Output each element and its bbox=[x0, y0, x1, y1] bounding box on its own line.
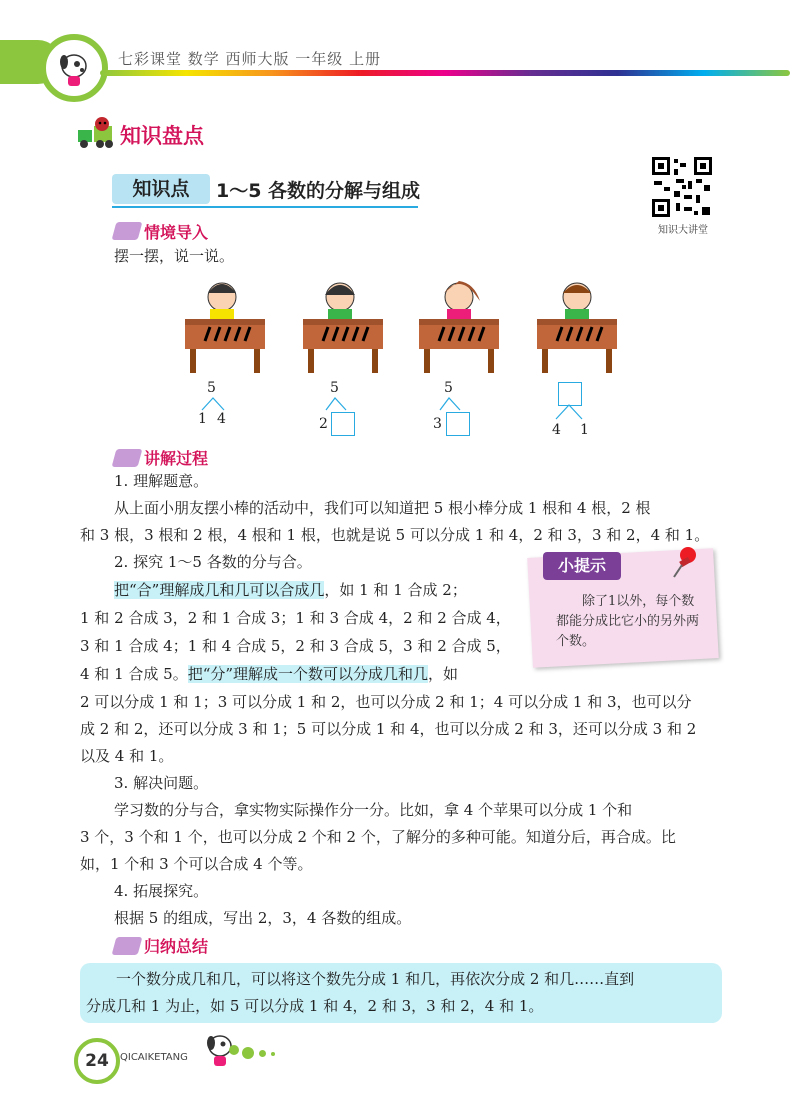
fig4-answer-box[interactable] bbox=[558, 382, 582, 406]
summary-title: 归纳总结 bbox=[144, 937, 209, 956]
step1-line2: 和 3 根，3 根和 2 根，4 根和 1 根，也就是说 5 可以分成 1 和 4，2 和 3，3 和 2，4 和 1。 bbox=[80, 526, 710, 544]
tip-label: 小提示 bbox=[543, 552, 621, 580]
step1-line1: 从上面小朋友摆小棒的活动中，我们可以知道把 5 根小棒分成 1 根和 4 根，2 根 bbox=[114, 499, 651, 517]
step2-line4-end: ，如 bbox=[428, 665, 459, 683]
step3-line2: 3 个，3 个和 1 个，也可以分成 2 个和 2 个，了解分的多种可能。知道分后，再合成。比 bbox=[80, 828, 676, 846]
train-icon bbox=[76, 116, 116, 154]
fig2-answer-box[interactable] bbox=[331, 412, 355, 436]
summary-line2: 分成几和 1 为止，如 5 可以分成 1 和 4，2 和 3，3 和 2，4 和 1。 bbox=[86, 997, 544, 1015]
dog-mascot-icon bbox=[200, 1030, 240, 1078]
qr-caption: 知识大讲堂 bbox=[658, 225, 708, 236]
highlight-split: 把“分”理解成一个数可以分成几和几 bbox=[187, 665, 429, 683]
highlight-combine: 把“合”理解成几和几可以合成几 bbox=[114, 581, 325, 599]
fig4-branch bbox=[552, 404, 586, 420]
fig1-branch bbox=[198, 397, 228, 411]
fig3-answer-box[interactable] bbox=[446, 412, 470, 436]
step4-line1: 根据 5 的组成，写出 2，3，4 各数的组成。 bbox=[114, 909, 412, 927]
fig1-left: 1 bbox=[198, 411, 207, 427]
fig2-left: 2 bbox=[319, 416, 328, 432]
header-rainbow-bar bbox=[100, 70, 790, 76]
step2-line1 bbox=[114, 577, 467, 604]
fig2-top: 5 bbox=[330, 380, 339, 396]
explain-title: 讲解过程 bbox=[144, 449, 209, 468]
step2-line1-rest: ，如 1 和 1 合成 2； bbox=[324, 581, 467, 599]
step3-line1: 学习数的分与合，拿实物实际操作分一分。比如，拿 4 个苹果可以分成 1 个和 bbox=[114, 801, 633, 819]
footer-dot bbox=[242, 1047, 254, 1059]
knowledge-point-title: 1～5 各数的分解与组成 bbox=[216, 180, 421, 202]
fig1-top: 5 bbox=[207, 380, 216, 396]
step2-line6: 成 2 和 2，还可以分成 3 和 1；5 可以分成 1 和 4，也可以分成 2 和 3，还可以分成 3 和 2 bbox=[80, 720, 697, 738]
child-desk-4 bbox=[532, 275, 622, 379]
page-number: 24 bbox=[74, 1038, 120, 1084]
qr-code[interactable] bbox=[650, 155, 714, 223]
child-desk-3 bbox=[414, 275, 504, 379]
tag-icon bbox=[112, 449, 143, 467]
step1-title: 1. 理解题意。 bbox=[114, 472, 209, 490]
fig4-left: 4 bbox=[552, 422, 561, 438]
step3-line3: 如，1 个和 3 个可以合成 4 个等。 bbox=[80, 855, 313, 873]
footer-dot bbox=[271, 1052, 275, 1056]
child-desk-2 bbox=[298, 275, 388, 379]
pushpin-icon bbox=[670, 545, 700, 583]
step2-line5: 2 可以分成 1 和 1；3 可以分成 1 和 2，也可以分成 2 和 1；4 可以分成 1 和 3，也可以分 bbox=[80, 693, 692, 711]
tag-icon bbox=[112, 222, 143, 240]
step2-line4 bbox=[80, 661, 458, 688]
tip-text: 除了1以外，每个数都能分成比它小的另外两个数。 bbox=[556, 594, 700, 649]
footer-dot bbox=[259, 1050, 266, 1057]
header-book-title: 七彩课堂 数学 西师大版 一年级 上册 bbox=[118, 50, 382, 68]
fig3-left: 3 bbox=[433, 416, 442, 432]
situation-title: 情境导入 bbox=[144, 223, 209, 242]
step3-title: 3. 解决问题。 bbox=[114, 774, 209, 792]
step2-title: 2. 探究 1～5 各数的分与合。 bbox=[114, 553, 312, 571]
fig1-right: 4 bbox=[217, 411, 226, 427]
step4-title: 4. 拓展探究。 bbox=[114, 882, 209, 900]
fig3-top: 5 bbox=[444, 380, 453, 396]
step2-line7: 以及 4 和 1。 bbox=[80, 747, 174, 765]
knowledge-point-label: 知识点 bbox=[112, 174, 210, 204]
situation-text: 摆一摆，说一说。 bbox=[114, 247, 235, 265]
step2-line3: 3 和 1 合成 4；1 和 4 合成 5，2 和 3 合成 5，3 和 2 合成 5， bbox=[80, 637, 511, 655]
child-desk-1 bbox=[180, 275, 270, 379]
section-title: 知识盘点 bbox=[120, 124, 204, 148]
tag-icon bbox=[112, 937, 143, 955]
summary-line1: 一个数分成几和几，可以将这个数先分成 1 和几，再依次分成 2 和几……直到 bbox=[116, 970, 635, 988]
step2-line2: 1 和 2 合成 3，2 和 1 合成 3；1 和 3 合成 4，2 和 2 合成 4， bbox=[80, 609, 511, 627]
footer-brand: QICAIKETANG bbox=[120, 1052, 188, 1063]
dog-mascot-icon bbox=[46, 40, 102, 96]
header-mascot-badge bbox=[40, 34, 108, 102]
knowledge-point-underline bbox=[112, 206, 418, 208]
fig4-right: 1 bbox=[580, 422, 589, 438]
fig2-branch bbox=[322, 397, 352, 411]
step2-line4-start: 4 和 1 合成 5。 bbox=[80, 665, 188, 683]
fig3-branch bbox=[436, 397, 466, 411]
